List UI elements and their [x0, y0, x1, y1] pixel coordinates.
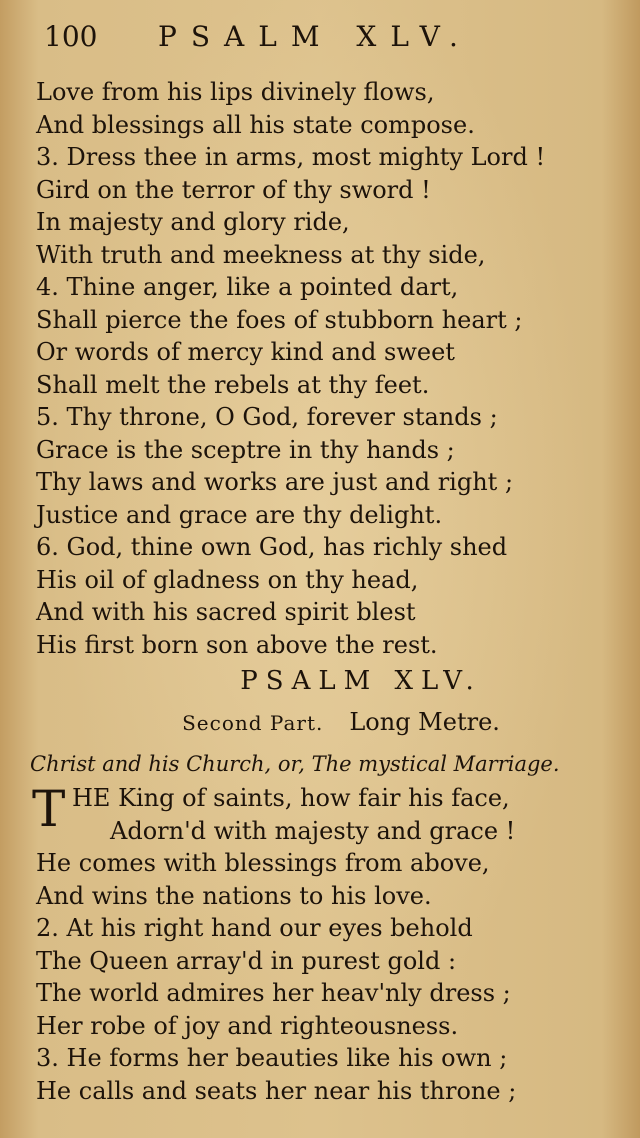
verse-line: His first born son above the rest. — [36, 630, 438, 659]
verse-line: Thy laws and works are just and right ; — [36, 468, 514, 496]
drop-cap: T — [32, 780, 66, 838]
first-line-text: HE King of saints, how fair his face, — [72, 784, 510, 812]
verse-line: 3. Dress thee in arms, most mighty Lord ! — [36, 143, 546, 171]
verse-line: Gird on the terror of thy sword ! — [36, 175, 431, 204]
verse-line: With truth and meekness at thy side, — [36, 240, 486, 269]
verse-line: 3. He forms her beauties like his own ; — [36, 1044, 508, 1072]
verse-line: Love from his lips divinely flows, — [36, 78, 435, 106]
verse-line: Justice and grace are thy delight. — [36, 500, 443, 529]
verse-line: 4. Thine anger, like a pointed dart, — [36, 273, 459, 301]
metre-label: Long Metre. — [349, 708, 500, 736]
verse-line: 6. God, thine own God, has richly shed — [36, 533, 508, 561]
verse-line: 2. At his right hand our eyes behold — [36, 914, 473, 942]
part-label: Second Part. — [182, 711, 324, 735]
verse-line: Grace is the sceptre in thy hands ; — [36, 435, 455, 464]
verse-line: And wins the nations to his love. — [36, 881, 432, 910]
verse-line: His oil of gladness on thy head, — [36, 565, 419, 594]
page-number: 100 — [44, 20, 98, 53]
verse-line: The Queen array'd in purest gold : — [36, 946, 457, 975]
verse-line: Or words of mercy kind and sweet — [36, 338, 455, 366]
verse-line: He calls and seats her near his throne ; — [36, 1076, 517, 1105]
running-head: PSALM XLV. — [158, 20, 472, 53]
page-header — [40, 14, 600, 58]
verse-line: Her robe of joy and righteousness. — [36, 1011, 459, 1040]
hymn-subtitle: Christ and his Church, or, The mystical Marriage. — [30, 752, 560, 776]
verse-line: And blessings all his state compose. — [36, 110, 475, 139]
psalm-stanza-second-part — [32, 780, 626, 1107]
verse-line: And with his sacred spirit blest — [36, 598, 416, 626]
verse-line: Adorn'd with majesty and grace ! — [110, 816, 516, 845]
verse-line: Shall melt the rebels at thy feet. — [36, 370, 430, 399]
verse-line: 5. Thy throne, O God, forever stands ; — [36, 403, 498, 431]
verse-line: Shall pierce the foes of stubborn heart ; — [36, 305, 523, 334]
verse-line: He comes with blessings from above, — [36, 849, 490, 877]
part-title — [36, 708, 626, 736]
verse-line: In majesty and glory ride, — [36, 208, 350, 236]
verse-line: The world admires her heav'nly dress ; — [36, 979, 511, 1007]
psalm-title: PSALM XLV. — [240, 666, 482, 696]
psalm-stanza-first-part — [36, 76, 616, 661]
